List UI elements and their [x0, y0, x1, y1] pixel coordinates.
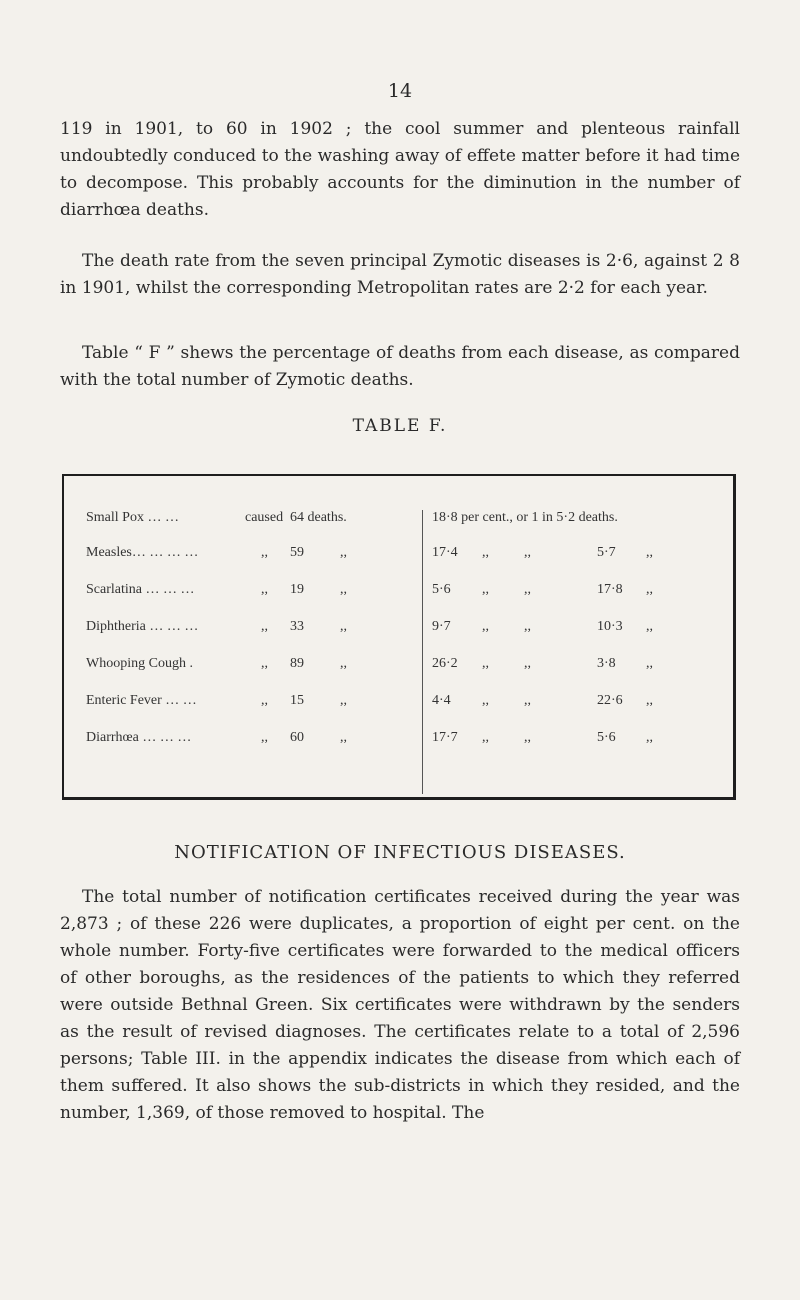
paragraph-table-intro: Table “ F ” shews the percentage of deaths from each disease, as compared with the total number of Zymotic deaths.: [60, 343, 740, 390]
ratio-value: 3·8: [597, 656, 616, 671]
caused-label: caused: [245, 510, 284, 525]
ditto-mark: ,,: [646, 693, 653, 708]
ditto-mark: ,,: [340, 619, 347, 634]
percent-value: 4·4: [432, 693, 451, 708]
ditto-mark: ,,: [482, 582, 489, 597]
ratio-value: 22·6: [597, 693, 623, 708]
ditto-mark: ,,: [524, 545, 531, 560]
ditto-mark: ,,: [646, 730, 653, 745]
ratio-value: 5·6: [597, 730, 616, 745]
ditto-mark: ,,: [524, 656, 531, 671]
percent-value: 9·7: [432, 619, 451, 634]
disease-name: Scarlatina … … …: [86, 582, 195, 597]
table-row: [0, 582, 800, 606]
disease-name: Measles… … … …: [86, 545, 199, 560]
ditto-mark: ,,: [482, 619, 489, 634]
disease-name: Diphtheria … … …: [86, 619, 199, 634]
ditto-mark: ,,: [340, 545, 347, 560]
percent-value: 17·7: [432, 730, 458, 745]
ratio-value: 10·3: [597, 619, 623, 634]
percent-statement: 18·8 per cent., or 1 in 5·2 deaths.: [432, 510, 618, 525]
death-count: 60: [290, 730, 304, 745]
ditto-mark: ,,: [261, 619, 268, 634]
death-count: 19: [290, 582, 304, 597]
ditto-mark: ,,: [646, 582, 653, 597]
disease-name: Enteric Fever … …: [86, 693, 197, 708]
ditto-mark: ,,: [340, 730, 347, 745]
percent-value: 26·2: [432, 656, 458, 671]
disease-name: Small Pox … …: [86, 510, 179, 525]
section-heading: NOTIFICATION OF INFECTIOUS DISEASES.: [174, 842, 626, 863]
paragraph-death-rate: The death rate from the seven principal Zymotic diseases is 2·6, against 2 8 in 1901, whilst the corresponding Metropolitan rates are 2·2 for each year.: [60, 251, 740, 298]
disease-name: Whooping Cough .: [86, 656, 193, 671]
ditto-mark: ,,: [482, 545, 489, 560]
ditto-mark: ,,: [261, 693, 268, 708]
ditto-mark: ,,: [340, 582, 347, 597]
disease-name: Diarrhœa … … …: [86, 730, 192, 745]
ditto-mark: ,,: [261, 730, 268, 745]
table-row: [0, 656, 800, 680]
ditto-mark: ,,: [524, 582, 531, 597]
percent-value: 17·4: [432, 545, 458, 560]
ditto-mark: ,,: [482, 693, 489, 708]
death-count: 33: [290, 619, 304, 634]
ratio-value: 5·7: [597, 545, 616, 560]
ditto-mark: ,,: [261, 545, 268, 560]
death-count: 15: [290, 693, 304, 708]
ditto-mark: ,,: [482, 656, 489, 671]
table-title: TABLE F.: [352, 416, 448, 436]
death-count: 89: [290, 656, 304, 671]
table-row: [0, 545, 800, 569]
ditto-mark: ,,: [646, 656, 653, 671]
ditto-mark: ,,: [646, 545, 653, 560]
paragraph-diarrhoea: 119 in 1901, to 60 in 1902 ; the cool summer and plenteous rainfall undoubtedly conduced to the washing away of effete matter before it had time to decompose. This probably accounts for the diminution in the number of diarrhœa deaths.: [60, 119, 740, 220]
ditto-mark: ,,: [524, 619, 531, 634]
ditto-mark: ,,: [646, 619, 653, 634]
death-count: 59: [290, 545, 304, 560]
ditto-mark: ,,: [340, 656, 347, 671]
ditto-mark: ,,: [340, 693, 347, 708]
paragraph-notification: The total number of notification certificates received during the year was 2,873 ; of these 226 were duplicates, a proportion of eight per cent. on the whole number. Forty-five certificates were forwarded to the medical officers of other boroughs, as the residences of the patients to which they referred were outside Bethnal Green. Six certificates were withdrawn by the senders as the result of revised diagnoses. The certificates relate to a total of 2,596 persons; Table III. in the appendix indicates the disease from which each of them suffered. It also shows the sub-districts in which they resided, and the number, 1,369, of those removed to hospital. The: [60, 887, 740, 1123]
table-row: [0, 730, 800, 754]
percent-value: 5·6: [432, 582, 451, 597]
table-row: [0, 510, 800, 534]
ratio-value: 17·8: [597, 582, 623, 597]
ditto-mark: ,,: [261, 656, 268, 671]
death-count: 64 deaths.: [290, 510, 347, 525]
ditto-mark: ,,: [482, 730, 489, 745]
ditto-mark: ,,: [524, 730, 531, 745]
table-row: [0, 619, 800, 643]
page-number: 14: [387, 80, 413, 102]
ditto-mark: ,,: [261, 582, 268, 597]
ditto-mark: ,,: [524, 693, 531, 708]
table-row: [0, 693, 800, 717]
